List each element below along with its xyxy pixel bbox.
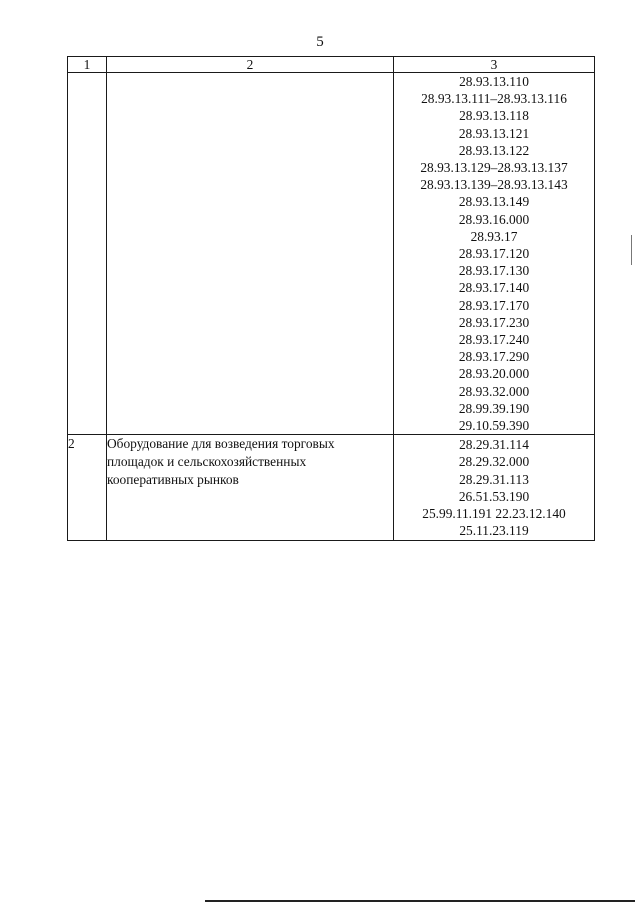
code-entry: 28.93.17 — [470, 228, 518, 244]
code-entry: 28.93.13.111–28.93.13.116 — [421, 91, 567, 107]
code-entry: 28.93.32.000 — [458, 383, 530, 399]
code-entry: 28.93.17.130 — [458, 263, 530, 279]
code-entry: 28.93.17.170 — [458, 297, 530, 313]
code-entry: 28.93.17.120 — [458, 246, 530, 262]
code-entry: 28.93.13.149 — [458, 194, 530, 210]
table-header-row — [68, 57, 595, 73]
code-entry: 28.93.13.122 — [458, 142, 530, 158]
table-row — [68, 73, 595, 435]
column-header-2: 2 — [107, 57, 394, 73]
code-list — [394, 435, 595, 541]
code-entry: 28.99.39.190 — [458, 400, 530, 416]
code-entry: 29.10.59.390 — [458, 418, 530, 434]
code-list — [394, 73, 595, 435]
code-entry: 28.93.13.110 — [459, 74, 529, 89]
code-entry: 28.29.32.000 — [458, 454, 530, 470]
row-number — [68, 73, 107, 435]
code-entry: 28.93.13.121 — [458, 125, 530, 141]
code-entry: 28.93.17.230 — [458, 314, 530, 330]
row-description: Оборудование для возведения торговых площадок и сельскохозяйственных кооперативных рынков — [107, 435, 394, 541]
code-entry: 28.29.31.113 — [459, 471, 529, 487]
code-entry: 28.93.13.139–28.93.13.143 — [420, 177, 568, 193]
code-entry: 25.11.23.119 — [459, 523, 529, 539]
row-description — [107, 73, 394, 435]
code-entry: 28.93.20.000 — [458, 366, 530, 382]
bottom-edge-rule — [205, 900, 635, 902]
column-header-1: 1 — [68, 57, 107, 73]
code-entry: 28.93.17.240 — [458, 332, 530, 348]
code-entry: 25.99.11.191 22.23.12.140 — [422, 506, 566, 522]
code-entry: 26.51.53.190 — [458, 488, 530, 504]
scan-artifact-mark — [631, 235, 632, 265]
code-entry: 28.93.16.000 — [458, 211, 530, 227]
table-row — [68, 435, 595, 541]
code-entry: 28.93.17.140 — [458, 280, 530, 296]
page-number: 5 — [316, 34, 324, 50]
classification-table — [67, 56, 595, 541]
code-entry: 28.29.31.114 — [459, 437, 529, 453]
code-entry: 28.93.13.118 — [459, 108, 529, 124]
code-entry: 28.93.13.129–28.93.13.137 — [420, 160, 568, 176]
column-header-3: 3 — [394, 57, 595, 73]
code-entry: 28.93.17.290 — [458, 349, 530, 365]
row-number: 2 — [68, 435, 107, 541]
